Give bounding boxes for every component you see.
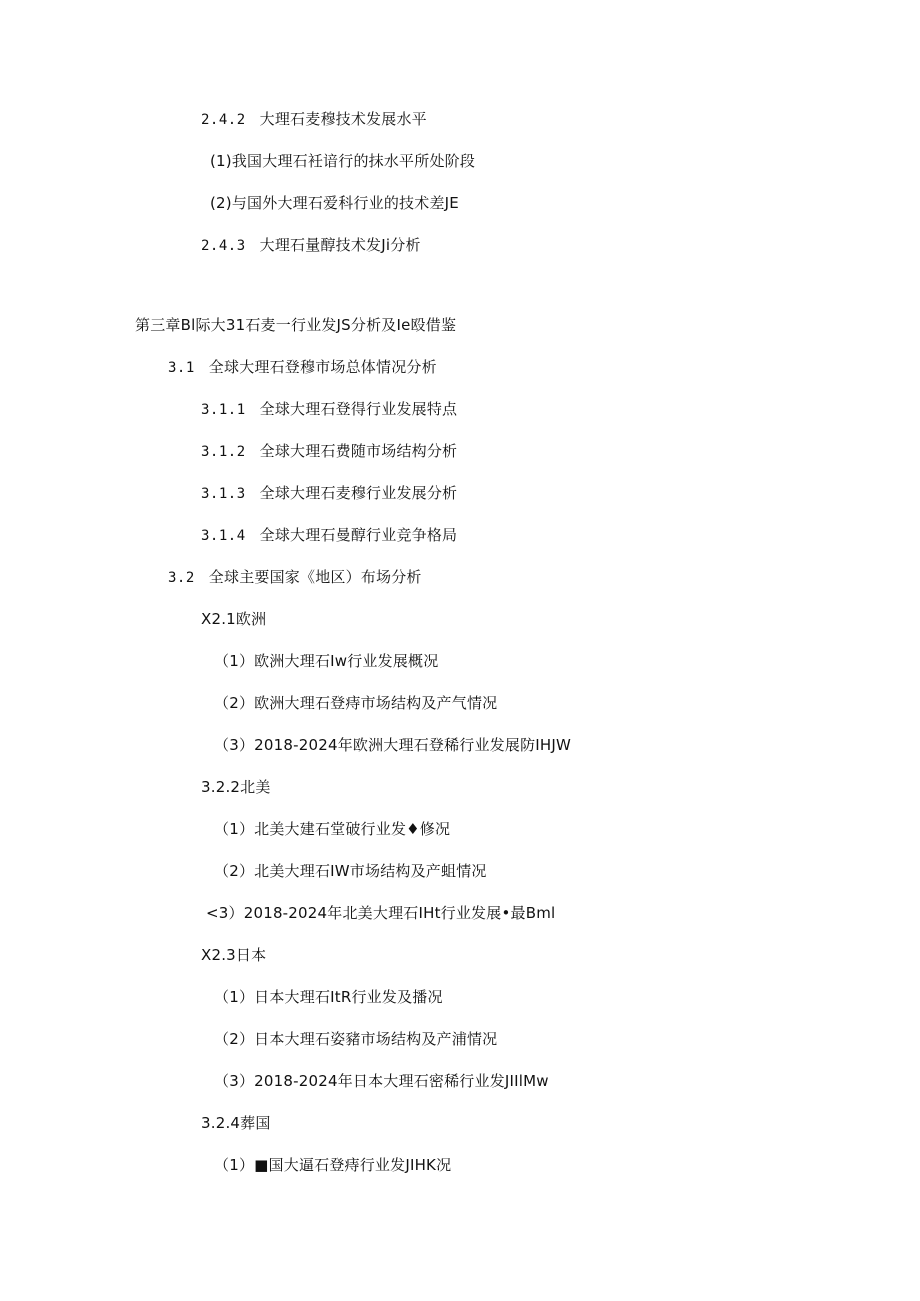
toc-entry-3-2-3	[201, 945, 266, 965]
entry-title: （1）欧洲大理石Iw行业发展概况	[214, 652, 439, 670]
toc-entry-japan-2	[214, 1029, 497, 1049]
section-number: 3.1.3	[201, 486, 246, 502]
toc-entry-item-1	[210, 151, 475, 171]
entry-title: 全球大理石麦穆行业发展分析	[259, 484, 458, 502]
toc-entry-3-2-4	[201, 1113, 271, 1133]
entry-title: X2.3日本	[201, 946, 267, 964]
toc-entry-3-2-2	[201, 777, 271, 797]
entry-title: （2）日本大理石姿豬市场结构及产浦情况	[214, 1030, 498, 1048]
entry-title: X2.1欧洲	[201, 610, 267, 628]
toc-entry-3-1-1	[201, 399, 457, 420]
toc-entry-europe-1	[214, 651, 438, 671]
section-number: 2.4.3	[201, 238, 246, 254]
toc-entry-north-america-2	[214, 861, 487, 881]
entry-title: （1）■国大逼石登痔行业发JIHK况	[214, 1156, 452, 1174]
section-number: 3.1.2	[201, 444, 246, 460]
section-number: 3.2	[168, 570, 195, 586]
entry-title: （2）欧洲大理石登痔市场结构及产气情况	[214, 694, 498, 712]
toc-entry-3-1-4	[201, 525, 457, 546]
toc-entry-2-4-3	[201, 235, 421, 256]
entry-title: <3）2018-2024年北美大理石IHt行业发展•最Bml	[206, 904, 556, 922]
section-number: 2.4.2	[201, 112, 246, 128]
toc-entry-3-1-3	[201, 483, 457, 504]
toc-entry-3-2	[168, 567, 422, 588]
entry-title: (1)我国大理石衽谙行的抹水平所处阶段	[210, 152, 476, 170]
entry-title: 大理石量醇技术发Ji分析	[259, 236, 421, 254]
entry-title: 全球大理石登得行业发展特点	[259, 400, 458, 418]
entry-title: （3）2018-2024年欧洲大理石登稀行业发展防IHJW	[214, 736, 572, 754]
toc-entry-2-4-2	[201, 109, 427, 130]
entry-title: 3.2.4葬国	[201, 1114, 271, 1132]
toc-entry-north-america-3	[206, 903, 555, 923]
toc-entry-europe-2	[214, 693, 497, 713]
entry-title: 全球大理石费随市场结构分析	[259, 442, 458, 460]
entry-title: 全球大理石登穆市场总体情况分析	[208, 358, 437, 376]
toc-entry-3-1	[168, 357, 437, 378]
entry-title: 大理石麦穆技术发展水平	[259, 110, 427, 128]
entry-title: 全球大理石曼醇行业竞争格局	[259, 526, 458, 544]
entry-title: （1）日本大理石ItR行业发及播况	[214, 988, 443, 1006]
entry-title: (2)与国外大理石爱科行业的技术差JE	[210, 194, 459, 212]
entry-title: 3.2.2北美	[201, 778, 271, 796]
toc-entry-japan-3	[214, 1071, 549, 1091]
section-number: 3.1.1	[201, 402, 246, 418]
toc-entry-item-2	[210, 193, 459, 213]
section-number: 3.1.4	[201, 528, 246, 544]
section-number: 3.1	[168, 360, 195, 376]
chapter-title: 第三章Bl际大31石麦一行业发JS分析及Ie殴借鉴	[135, 316, 457, 334]
toc-entry-north-america-1	[214, 819, 450, 839]
entry-title: （2）北美大理石IW市场结构及产蛆情况	[214, 862, 487, 880]
toc-entry-korea-1	[214, 1155, 451, 1175]
chapter-heading-3	[135, 315, 456, 335]
toc-entry-3-2-1	[201, 609, 266, 629]
entry-title: （3）2018-2024年日本大理石密稀行业发JIIlMw	[214, 1072, 549, 1090]
toc-entry-japan-1	[214, 987, 443, 1007]
toc-entry-3-1-2	[201, 441, 457, 462]
toc-entry-europe-3	[214, 735, 571, 755]
entry-title: 全球主要国家《地区）布场分析	[208, 568, 422, 586]
entry-title: （1）北美大建石堂破行业发♦修况	[214, 820, 451, 838]
